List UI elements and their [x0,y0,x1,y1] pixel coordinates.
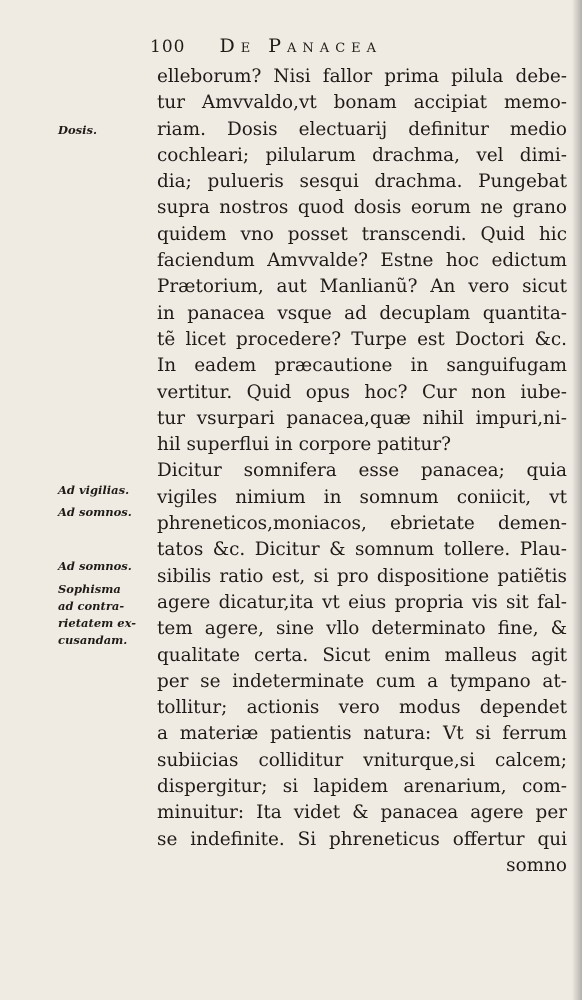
text-line: quidem vno posset transcendi. Quid hic [157,223,567,245]
text-line: vertitur. Quid opus hoc? Cur non iube- [157,381,567,403]
margin-note-ad-vigilias: Ad vigilias. [58,483,130,497]
text-line: tur vsurpari panacea,quæ nihil impuri,ni- [157,407,567,429]
margin-note-ad-contra: ad contra- [58,599,125,613]
text-line: tem agere, sine vllo determinato fine, & [157,618,567,640]
margin-note-sophisma: Sophisma [58,582,121,596]
text-line: Dicitur somnifera esse panacea; quia [157,460,567,482]
margin-note-rietatem: rietatem ex- [58,616,137,630]
text-line: In eadem præcautione in sanguifugam [157,355,567,377]
text-line: per se indeterminate cum a tympano at- [157,670,567,692]
text-line: tur Amvvaldo,vt bonam accipiat memo- [157,92,567,114]
text-line: vigiles nimium in somnum coniicit, vt [157,486,567,508]
page-number: 100 [150,37,186,57]
text-line: qualitate certa. Sicut enim malleus agit [157,644,567,666]
text-line: elleborum? Nisi fallor prima pilula debe- [157,66,567,87]
text-line: in panacea vsque ad decuplam quantita- [157,302,567,324]
text-line: se indefinite. Si phreneticus offertur qui [157,828,567,850]
text-line: tẽ licet procedere? Turpe est Doctori &c. [157,328,567,350]
text-line: hil superflui in corpore patitur? [157,434,452,456]
margin-note-ad-somnos-2: Ad somnos. [58,559,132,573]
margin-notes [0,0,157,1000]
text-line: cochleari; pilularum drachma, vel dimi- [157,144,567,166]
page-edge-shadow [572,0,582,1000]
text-line: dispergitur; si lapidem arenarium, com- [157,776,567,798]
margin-note-ad-somnos: Ad somnos. [58,505,132,519]
text-line: subiicias colliditur vniturque,si calcem; [157,749,567,771]
text-line: riam. Dosis electuarij definitur medio [157,118,567,140]
catchword: somno [506,854,567,876]
text-line: agere dicatur,ita vt eius propria vis sit fal- [157,591,567,613]
text-line: dia; pulueris sesqui drachma. Pungebat [157,171,567,193]
text-line: phreneticos,moniacos, ebrietate demen- [157,513,567,535]
body-text [157,64,567,879]
margin-note-excusandam: cusandam. [58,633,128,647]
running-title: De Panacea [219,35,383,57]
text-line: sibilis ratio est, si pro dispositione patiẽtis [157,565,567,587]
text-line: faciendum Amvvalde? Estne hoc edictum [157,250,567,272]
text-line: minuitur: Ita videt & panacea agere per [157,802,567,824]
margin-note-dosis: Dosis. [58,123,97,137]
text-line: supra nostros quod dosis eorum ne grano [157,197,567,219]
text-line: a materiæ patientis natura: Vt si ferrum [157,723,567,745]
running-head [150,35,382,57]
text-line: Prætorium, aut Manlianũ? An vero sicut [157,276,567,298]
text-line: tatos &c. Dicitur & somnum tollere. Plau- [157,539,567,561]
text-line: tollitur; actionis vero modus dependet [157,697,567,719]
